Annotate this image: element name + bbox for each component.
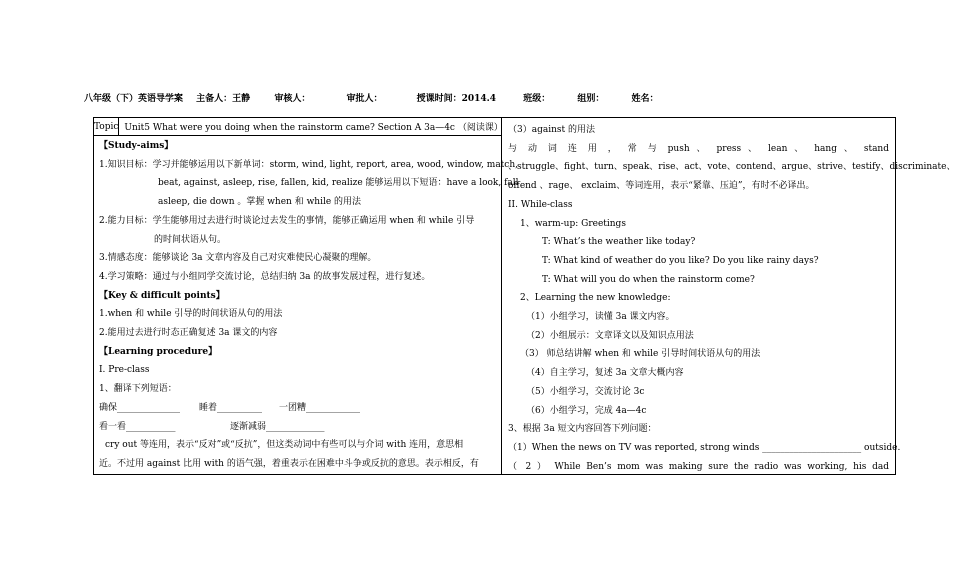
header-name: 姓名： xyxy=(631,94,659,104)
question-3: T: What will you do when the rainstorm come? xyxy=(542,274,755,285)
header-group: 组别： xyxy=(577,94,605,104)
topic-row xyxy=(94,118,501,136)
step-5: （5）小组学习，交流讨论 3c xyxy=(526,386,645,397)
header-title: 八年级（下）英语导学案 xyxy=(84,94,184,104)
question-2: T: What kind of weather do you like? Do you like rainy days? xyxy=(542,255,819,266)
against-line-b: 、struggle、fight、turn、speak、rise、act、vote、contend、argue、strive、testify、discriminate、 xyxy=(508,162,955,173)
header-preparer: 主备人：王静 xyxy=(196,94,251,104)
left-column xyxy=(94,118,519,474)
step-4: （4）自主学习，复述 3a 文章大概内容 xyxy=(526,368,684,379)
pre-class-heading: I. Pre-class xyxy=(99,365,150,376)
against-line-a: 与 动 词 连 用 ， 常 与 push 、 press 、 lean 、 hang 、 stand xyxy=(508,143,889,154)
against-heading: （3）against 的用法 xyxy=(508,125,595,135)
aim-1-line-a: 1.知识目标：学习并能够运用以下新单词：storm, wind, light, report, area, wood, window, match, xyxy=(99,159,518,170)
key-point-1: 1.when 和 while 引导的时间状语从句的用法 xyxy=(99,309,283,320)
phrase-blank-1[interactable]: 确保______________ xyxy=(99,402,181,413)
aim-3: 3.情感态度：能够谈论 3a 文章内容及自己对灾难使民心凝聚的理解。 xyxy=(99,253,377,264)
answer-heading: 3、根据 3a 短文内容回答下列问题： xyxy=(508,424,657,435)
learning-procedure-heading: 【Learning procedure】 xyxy=(99,346,218,357)
topic-text: Unit5 What were you doing when the rainstorm came? Section A 3a—4c （阅读课） xyxy=(124,123,503,133)
question-1: T: What’s the weather like today? xyxy=(542,237,696,248)
left-body xyxy=(94,136,519,474)
key-point-2: 2.能用过去进行时态正确复述 3a 课文的内容 xyxy=(99,328,278,339)
cry-out-line-b: 近。不过用 against 比用 with 的语气强，着重表示在困难中斗争或反抗的意思。表示相反，有 xyxy=(99,458,479,469)
step-3: （3） 师总结讲解 when 和 while 引导时间状语从句的用法 xyxy=(520,349,761,360)
key-points-heading: 【Key & difficult points】 xyxy=(99,290,225,301)
phrase-row-2 xyxy=(99,418,495,437)
learning-heading: 2、Learning the new knowledge: xyxy=(520,293,671,304)
phrase-blank-3[interactable]: 一团糟____________ xyxy=(279,402,361,413)
topic-label: Topic xyxy=(94,118,119,135)
translate-instruction: 1、翻译下列短语： xyxy=(99,384,177,395)
while-class-heading: II. While-class xyxy=(508,199,573,210)
cry-out-line-a: cry out 等连用，表示“反对”或“反抗”，但这类动词中有些可以与介词 with 连用，意思相 xyxy=(105,440,464,451)
header-lesson-time: 授课时间：2014.4 xyxy=(416,94,497,104)
aim-2-line-b: 的时间状语从句。 xyxy=(154,234,227,245)
document-header xyxy=(84,91,884,104)
study-aims-heading: 【Study-aims】 xyxy=(99,141,174,151)
aim-1-line-c: asleep, die down 。掌握 when 和 while 的用法 xyxy=(158,197,362,208)
phrase-blank-5[interactable]: 逐渐减弱_____________ xyxy=(230,421,325,432)
right-column xyxy=(502,118,955,474)
step-6: （6）小组学习，完成 4a—4c xyxy=(526,405,647,416)
aim-1-line-b: beat, against, asleep, rise, fallen, kid, realize 能够运用以下短语：have a look, fall xyxy=(158,178,519,189)
phrase-row-1 xyxy=(99,399,495,418)
step-1: （1）小组学习，读懂 3a 课文内容。 xyxy=(526,312,675,323)
header-approver: 审批人： xyxy=(346,94,383,104)
header-reviewer: 审核人： xyxy=(274,94,311,104)
against-line-c: offend 、rage、 exclaim、等词连用，表示“紧靠、压迫”，有时不必译出。 xyxy=(508,181,815,192)
warm-up-heading: 1、warm-up: Greetings xyxy=(520,218,626,229)
phrase-blank-4[interactable]: 看一看___________ xyxy=(99,421,176,432)
header-class: 班级： xyxy=(523,94,551,104)
answer-1: （1）When the news on TV was reported, strong winds ______________________ outside. xyxy=(508,442,901,453)
answer-2: （ 2 ） While Ben’s mom was making sure the radio was working, his dad xyxy=(508,461,889,472)
step-2: （2）小组展示：文章译文以及知识点用法 xyxy=(526,330,694,341)
aim-4: 4.学习策略：通过与小组同学交流讨论，总结归纳 3a 的故事发展过程，进行复述。 xyxy=(99,271,431,282)
phrase-blank-2[interactable]: 睡着__________ xyxy=(199,402,263,413)
content-table xyxy=(93,117,955,475)
aim-2-line-a: 2.能力目标：学生能够用过去进行时谈论过去发生的事情，能够正确运用 when 和 while 引导 xyxy=(99,215,475,226)
